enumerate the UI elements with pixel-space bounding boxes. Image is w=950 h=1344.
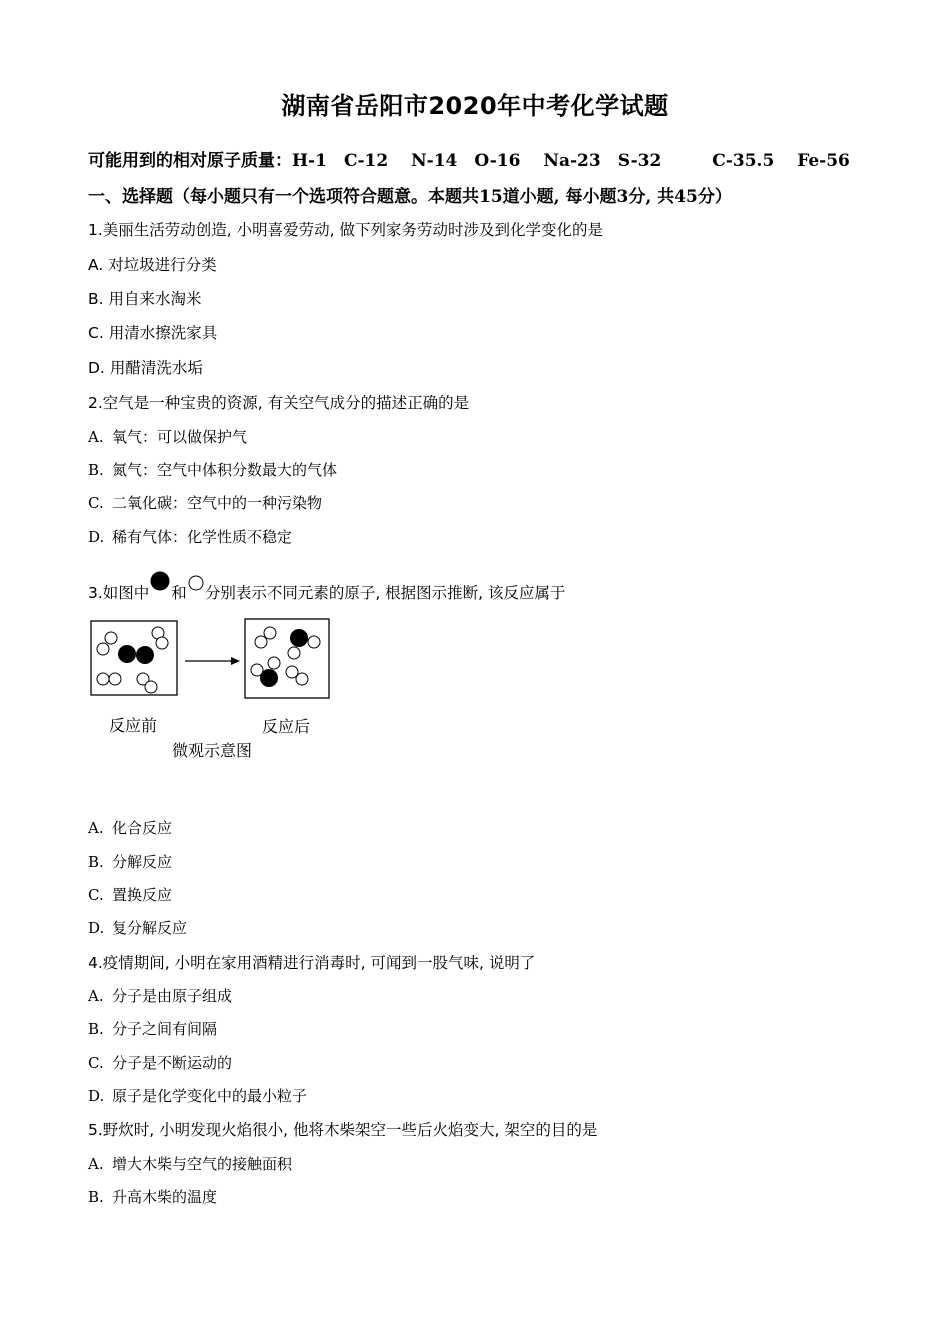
stem-part: 3.如图中 — [88, 584, 150, 603]
option-letter: B. — [88, 290, 104, 308]
option-text: 原子是化学变化中的最小粒子 — [112, 1087, 308, 1105]
question-4-option-c — [88, 1052, 232, 1073]
question-5-option-b — [88, 1186, 217, 1207]
before-box — [91, 621, 177, 695]
after-label: 反应后 — [262, 717, 311, 736]
option-letter: B. — [88, 461, 104, 479]
question-2-option-a — [88, 426, 247, 447]
option-letter: C. — [88, 494, 104, 512]
question-3-option-d — [88, 917, 187, 938]
option-text: 稀有气体：化学性质不稳定 — [112, 528, 293, 546]
before-label: 反应前 — [109, 716, 158, 735]
option-letter: A. — [88, 819, 104, 837]
stem-part: 和 — [171, 584, 187, 603]
option-letter: D. — [88, 1087, 105, 1105]
question-1-option-a — [88, 253, 217, 275]
option-text: 用醋清洗水垢 — [109, 359, 203, 377]
option-letter: C. — [88, 1054, 104, 1072]
page-title: 湖南省岳阳市2020年中考化学试题 — [281, 92, 669, 120]
option-letter: A. — [88, 987, 104, 1005]
option-letter: A. — [88, 428, 104, 446]
question-2-option-d — [88, 526, 292, 547]
question-4-option-a — [88, 985, 232, 1006]
atomic-masses: 可能用到的相对原子质量：H-1 C-12 N-14 O-16 Na-23 S-32 C-35.5 Fe-56 — [88, 151, 850, 171]
option-text: 氧气：可以做保护气 — [112, 428, 248, 446]
reaction-arrow — [185, 657, 240, 665]
question-3-stem — [88, 570, 566, 603]
question-5-stem: 5.野炊时, 小明发现火焰很小, 他将木柴架空一些后火焰变大, 架空的目的是 — [88, 1121, 598, 1139]
question-4-option-b — [88, 1018, 217, 1039]
option-text: 用自来水淘米 — [108, 290, 202, 308]
question-3-option-a — [88, 817, 172, 838]
reaction-diagram-svg — [88, 612, 348, 722]
option-text: 用清水擦洗家具 — [108, 324, 218, 342]
option-letter: A. — [88, 1155, 104, 1173]
after-box — [245, 619, 329, 698]
question-2-stem: 2.空气是一种宝贵的资源, 有关空气成分的描述正确的是 — [88, 394, 470, 412]
question-4-stem: 4.疫情期间, 小明在家用酒精进行消毒时, 可闻到一股气味, 说明了 — [88, 954, 536, 972]
option-text: 复分解反应 — [112, 919, 188, 937]
question-3-option-b — [88, 851, 172, 872]
option-letter: A. — [88, 256, 104, 274]
option-letter: B. — [88, 1188, 104, 1206]
option-text: 对垃圾进行分类 — [108, 256, 217, 274]
option-text: 化合反应 — [112, 819, 173, 837]
option-letter: D. — [88, 359, 105, 377]
question-3-option-c — [88, 884, 172, 905]
option-text: 氮气：空气中体积分数最大的气体 — [112, 461, 338, 479]
option-text: 分子是由原子组成 — [112, 987, 233, 1005]
question-1-option-c — [88, 321, 217, 343]
question-1-option-b — [88, 287, 202, 309]
option-letter: C. — [88, 324, 104, 342]
question-2-option-c — [88, 492, 322, 513]
option-letter: B. — [88, 853, 104, 871]
option-letter: D. — [88, 919, 105, 937]
option-text: 置换反应 — [112, 886, 173, 904]
option-letter: B. — [88, 1020, 104, 1038]
reaction-diagram — [88, 612, 348, 772]
question-1-stem: 1.美丽生活劳动创造, 小明喜爱劳动, 做下列家务劳动时涉及到化学变化的是 — [88, 221, 603, 239]
question-2-option-b — [88, 459, 337, 480]
option-text: 二氧化碳：空气中的一种污染物 — [112, 494, 323, 512]
diagram-caption: 微观示意图 — [172, 741, 253, 760]
option-text: 升高木柴的温度 — [112, 1188, 218, 1206]
white-atom-icon — [187, 574, 205, 596]
question-5-option-a — [88, 1153, 292, 1174]
option-letter: D. — [88, 528, 105, 546]
option-text: 分子之间有间隔 — [112, 1020, 218, 1038]
option-text: 增大木柴与空气的接触面积 — [112, 1155, 293, 1173]
option-text: 分解反应 — [112, 853, 173, 871]
question-4-option-d — [88, 1085, 307, 1106]
option-text: 分子是不断运动的 — [112, 1054, 233, 1072]
question-1-option-d — [88, 356, 203, 378]
black-atom-icon — [149, 570, 171, 596]
option-letter: C. — [88, 886, 104, 904]
stem-part: 分别表示不同元素的原子, 根据图示推断, 该反应属于 — [204, 584, 566, 603]
section-heading: 一、选择题（每小题只有一个选项符合题意。本题共15道小题, 每小题3分, 共45分） — [88, 187, 732, 207]
